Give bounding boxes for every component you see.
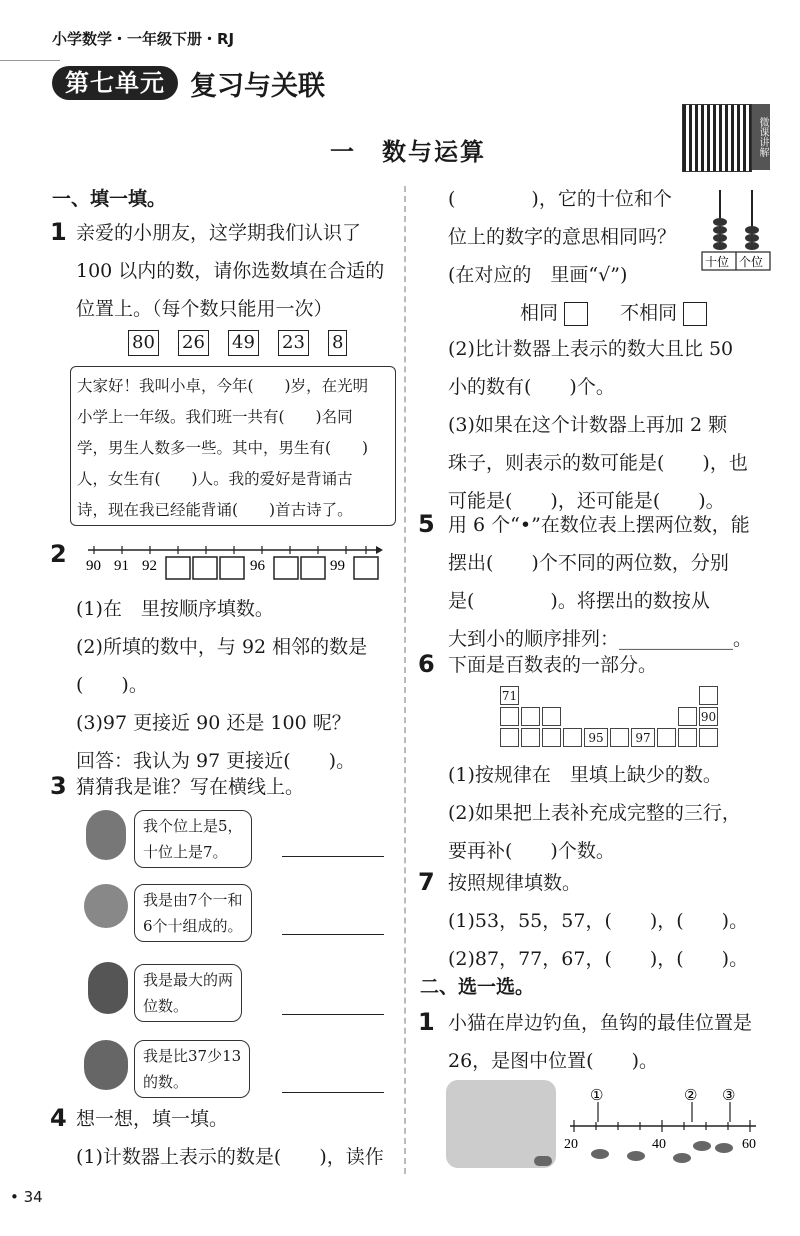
q4-2-line: (2)比计数器上表示的数大且比 50 [448,338,734,360]
corner-mark [0,0,60,61]
riddle-bubble: 我是比37少13 的数。 [134,1040,250,1098]
same-label: 相同 [520,302,559,324]
tick-label: 20 [564,1137,578,1152]
blank-box [354,557,378,579]
table-cell: 90 [699,707,718,726]
q1-line: 位置上。（每个数只能用一次） [76,298,333,320]
q2-line: (2)所填的数中，与 92 相邻的数是 [76,636,368,658]
self-intro-box [70,366,396,526]
q4-2-line: 小的数有( )个。 [448,376,615,398]
part2-q1-line: 26，是图中位置( )。 [448,1050,659,1072]
intro-line: 人，女生有( )人。我的爱好是背诵古 [77,470,353,488]
q4-3-line: 可能是( )，还可能是( )。 [448,490,725,512]
hundreds-table [500,686,720,752]
q5-line: 大到小的顺序排列：____________。 [448,628,753,650]
tick-label: 99 [330,558,345,574]
q3-text: 猜猜我是谁？写在横线上。 [76,776,305,798]
tick-label: 40 [652,1137,666,1152]
unit-title: 复习与关联 [190,71,325,102]
q6-line: (1)按规律在 里填上缺少的数。 [448,764,722,786]
fish-icon [591,1149,609,1159]
q2-number: 2 [50,540,67,568]
riddle-bubble: 我是最大的两 位数。 [134,964,242,1022]
answer-line[interactable] [282,856,384,857]
abacus-label: 十位 [705,255,730,269]
intro-line: 诗，现在我已经能背诵( )首古诗了。 [77,501,353,519]
q5-line: 是( )。将摆出的数按从 [448,590,710,612]
q5-number: 5 [418,510,435,538]
animal-elephant-icon [84,884,128,928]
qr-code-icon[interactable] [682,104,752,172]
q4-cont-line: 位上的数字的意思相同吗？ [448,226,677,248]
tick-label: 96 [250,558,265,574]
number-choice: 49 [228,330,259,356]
animal-cat-icon [88,962,128,1014]
number-choice: 23 [278,330,309,356]
part2-q1-number: 1 [418,1008,435,1036]
abacus-label: 个位 [739,255,764,269]
q4-3-line: 珠子，则表示的数可能是( )，也 [448,452,748,474]
q6-line: (2)如果把上表补充成完整的三行， [448,802,741,824]
q4-cont-line: ( )，它的十位和个 [448,188,672,210]
blank-box [193,557,217,579]
fish-icon [627,1151,645,1161]
number-choices [128,330,361,356]
q4-cont-line: (在对应的 里画“√”) [448,264,628,286]
page-number: • 34 [10,1188,43,1206]
q6-text: 下面是百数表的一部分。 [448,654,658,676]
tick-label: 91 [114,558,129,574]
table-cell: 97 [631,728,655,747]
q7-text: 按照规律填数。 [448,872,582,894]
number-choice: 8 [328,330,347,356]
not-same-checkbox[interactable] [683,302,707,326]
q7-line: (1)53，55，57，( )，( )。 [448,910,749,932]
tick-label: 90 [86,558,101,574]
riddle-bubble: 我个位上是5， 十位上是7。 [134,810,252,868]
table-cell: 95 [584,728,608,747]
q6-number: 6 [418,650,435,678]
part2-q1-line: 小猫在岸边钓鱼，鱼钩的最佳位置是 [448,1012,753,1034]
fish-icon [534,1156,552,1166]
number-line [84,540,384,586]
q4-number: 4 [50,1104,67,1132]
tick-label: 60 [742,1137,756,1152]
q5-line: 用 6 个“•”在数位表上摆两位数，能 [448,514,750,536]
abacus [700,186,772,272]
unit-badge: 第七单元 [52,66,178,100]
fishing-number-line [560,1084,770,1174]
marker-2: ② [684,1086,698,1104]
q2-line: ( )。 [76,674,148,696]
q7-line: (2)87，77，67，( )，( )。 [448,948,749,970]
q1-line: 亲爱的小朋友，这学期我们认识了 [76,222,362,244]
answer-line[interactable] [282,1014,384,1015]
q1-number: 1 [50,218,67,246]
book-header: 小学数学・一年级下册・RJ [52,30,235,48]
number-choice: 80 [128,330,159,356]
table-cell: 71 [500,686,519,705]
intro-line: 学，男生人数多一些。其中，男生有( ) [77,439,369,457]
number-choice: 26 [178,330,209,356]
q4-line: (1)计数器上表示的数是( )，读作 [76,1146,384,1168]
blank-box [301,557,325,579]
q2-line: (3)97 更接近 90 还是 100 呢？ [76,712,351,734]
marker-1: ① [590,1086,604,1104]
marker-3: ③ [722,1086,736,1104]
q7-number: 7 [418,868,435,896]
blank-box [220,557,244,579]
not-same-label: 不相同 [620,302,678,324]
blank-box [166,557,190,579]
cat-fishing-icon [446,1080,556,1168]
qr-tag: 微课讲解 [752,104,770,170]
same-checkbox[interactable] [564,302,588,326]
fish-icon [693,1141,711,1151]
fish-icon [715,1143,733,1153]
part1-heading: 一、填一填。 [52,188,167,210]
animal-bear-icon [86,810,126,860]
intro-line: 小学上一年级。我们班一共有( )名同 [77,408,353,426]
q6-line: 要再补( )个数。 [448,840,615,862]
fish-icon [673,1153,691,1163]
part2-heading: 二、选一选。 [420,976,535,998]
blank-box [274,557,298,579]
q2-line: (1)在 里按顺序填数。 [76,598,274,620]
tick-label: 92 [142,558,157,574]
riddle-bubble: 我是由7个一和 6个十组成的。 [134,884,252,942]
q4-3-line: (3)如果在这个计数器上再加 2 颗 [448,414,728,436]
q2-line: 回答：我认为 97 更接近( )。 [76,750,356,772]
q4-text: 想一想，填一填。 [76,1108,229,1130]
answer-line[interactable] [282,1092,384,1093]
answer-line[interactable] [282,934,384,935]
q1-line: 100 以内的数，请你选数填在合适的 [76,260,385,282]
intro-line: 大家好！我叫小卓，今年( )岁，在光明 [77,377,369,395]
q3-number: 3 [50,772,67,800]
column-divider [404,186,406,1174]
animal-lion-icon [84,1040,128,1090]
q5-line: 摆出( )个不同的两位数，分别 [448,552,729,574]
section-title: 一 数与运算 [330,138,486,166]
